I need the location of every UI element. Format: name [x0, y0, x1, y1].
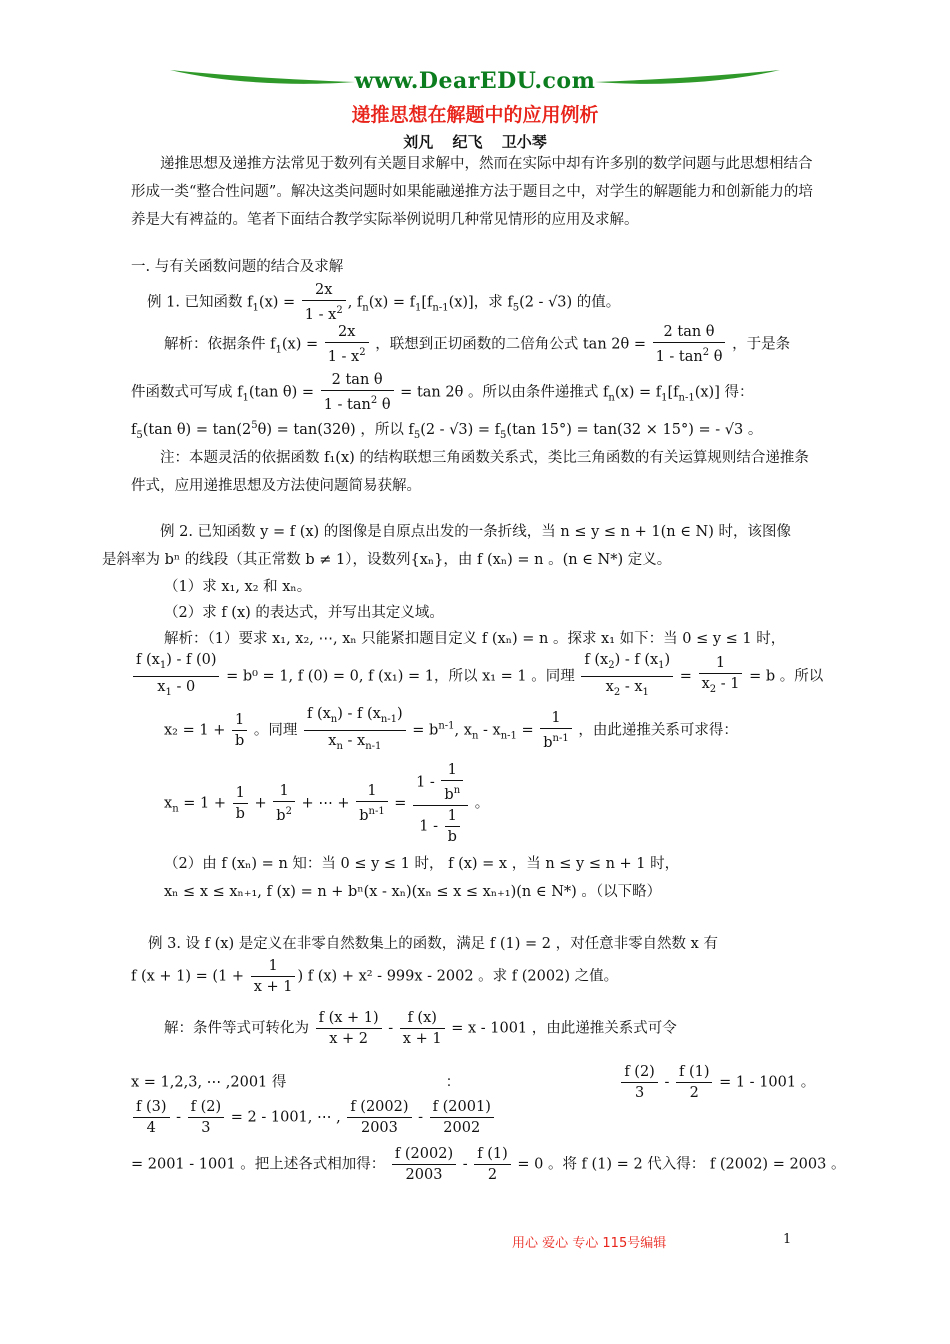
ex1-line3-end: 得： [724, 384, 754, 401]
ex3-line4-end: = 0 。将 f (1) = 2 代入得： f (2002) = 2003 。 [517, 1156, 846, 1173]
example-1-solution-line1: 解析：依据条件 $f_1(x)$ = $\frac{2x}{1 - x^2}$ ，联想到正切函数的二倍角公式 tan 2θ = $\frac{\text{2 tan θ}}{1 - \tan^2 \theta}$ ，于是条 [164, 324, 791, 365]
ex1-solution-mid: ，联想到正切函数的二倍角公式 [375, 336, 579, 353]
ex2-line2-mid: = b⁰ = 1, f (0) = 0, f (x₁) = 1，所以 x₁ = 1 。同理 [226, 668, 575, 685]
ex1-line4-mid: ，所以 [360, 422, 404, 438]
article-title: 递推思想在解题中的应用例析 [351, 104, 599, 126]
example-3-question-line1: 例 3. 设 f (x) 是定义在非零自然数集上的函数，满足 f (1) = 2 ，对任意非零自然数 x 有 [148, 936, 718, 952]
example-2-part1: （1）求 x₁, x₂ 和 xₙ。 [164, 579, 312, 595]
ex1-line3-prefix: 件函数式可写成 [131, 384, 233, 401]
example-2-solution-line5: （2）由 f (xₙ) = n 知：当 0 ≤ y ≤ 1 时， f (x) = x ，当 n ≤ y ≤ n + 1 时， [164, 856, 680, 872]
site-url: www.DearEDU.com [354, 68, 596, 94]
example-2-solution-line6: xₙ ≤ x ≤ xₙ₊₁, f (x) = n + bⁿ(x - xₙ)(xₙ ≤ x ≤ xₙ₊₁)(n ∈ N*) 。（以下略） [164, 884, 662, 900]
example-1-question: 例 1. 已知函数 $f_1(x)$ = $\frac{2x}{1 - x^2}$ , $f_n(x) = f_1[f_{n-1}(x)]$，求 $f_5(2 - √3)$ 的值。 [147, 282, 621, 323]
article-authors: 刘凡 纪飞 卫小琴 [403, 133, 547, 151]
ex3-line3-mid: = 2 - 1001, ⋯ , [230, 1109, 341, 1126]
example-2-solution-line3: x₂ = 1 + $\frac{1}{b}$ 。同理 $\frac{f (x_n) - f (x_{n-1})}{x_n - x_{n-1}}$ = $b^{n-1}$, $x_n - x_{n-1}$ = $\frac{1}{b^{n-1}}$ ，由此递推关系可求得： [164, 706, 738, 752]
ex2-question-line2: 是斜率为 bⁿ 的线段（其正常数 b ≠ 1），设数列{xₙ}，由 f (xₙ) = n 。(n ∈ N*) 定义。 [102, 552, 672, 568]
example-2-solution-line1: 解析：（1）要求 x₁, x₂, ⋯, xₙ 只能紧扣题目定义 f (xₙ) = n 。探求 x₁ 如下：当 0 ≤ y ≤ 1 时， [164, 631, 786, 647]
ex3-question-end: f (x) + x² - 999x - 2002 。求 f (2002) 之值。 [307, 968, 619, 985]
example-2-solution-line2: $\frac{f (x_1) - f (0)}{x_1 - 0}$ = b⁰ = 1, f (0) = 0, f (x₁) = 1，所以 x₁ = 1 。同理 $\frac{f (x_2) - f (x_1)}{x_2 - x_1}$ = $\frac{1}{x_2 - 1}$ = b 。所以 [131, 650, 823, 703]
example-1-solution-line3: $f_5(\tan$ $\theta) = \tan(2^5\theta) = \tan(32\theta)$ ，所以 $f_5(2 - √3) = f_5(\tan$ 15°) = tan(32 × 15°) = - √3 。 [131, 420, 763, 441]
ex1-solution-label: 解析：依据条件 [164, 336, 266, 353]
example-3-solution-line1: 解：条件等式可转化为 $\frac{f (x + 1)}{x + 2}$ - $\frac{f (x)}{x + 1}$ = x - 1001 ，由此递推关系式可令 [164, 1010, 677, 1047]
ex3-solution-end: = x - 1001 ，由此递推关系式可令 [451, 1020, 677, 1037]
site-logo [170, 64, 780, 100]
example-3-solution-line2: x = 1,2,3, ⋯ ,2001 得 ： $\frac{f (2)}{3}$ - $\frac{f (1)}{2}$ = 1 - 1001 。 [131, 1064, 816, 1101]
ex2-question-line1: 例 2. 已知函数 y = f (x) 的图像是自原点出发的一条折线，当 n ≤ y ≤ n + 1(n ∈ N) 时，该图像 [160, 524, 792, 540]
ex2-line3-prefix: x₂ = 1 + [164, 722, 226, 739]
ex3-line2-text: x = 1,2,3, ⋯ ,2001 得 [131, 1074, 287, 1091]
ex3-line4-prefix: = 2001 - 1001 。把上述各式相加得： [131, 1156, 386, 1173]
ex3-line2-colon: ： [445, 1074, 461, 1091]
ex2-line3-end: ，由此递推关系可求得： [578, 722, 738, 739]
example-2-part2: （2）求 f (x) 的表达式，并写出其定义域。 [164, 605, 444, 621]
example-1-note: 注：本题灵活的依据函数 f₁(x) 的结构联想三角函数关系式，类比三角函数的有关运算规则结合递推条件式，应用递推思想及方法使问题简易获解。 [131, 450, 809, 494]
ex3-line2-end: = 1 - 1001 。 [719, 1074, 816, 1091]
ex2-line2-end: = b 。所以 [749, 668, 824, 685]
ex3-solution-prefix: 解：条件等式可转化为 [164, 1020, 309, 1037]
example-1-solution-line2: 件函数式可写成 $f_1(\tan$ θ) = $\frac{\text{2 tan θ}}{1 - \tan^2 \theta}$ = tan 2θ 。所以由条件递推式 $f_n(x) = f_1[f_{n-1}(x)]$ 得： [131, 372, 754, 413]
page-number: 1 [783, 1232, 792, 1247]
section-heading: 一. 与有关函数问题的结合及求解 [131, 259, 344, 275]
example-3-question-line2: f (x + 1) = (1 + $\frac{1}{x + 1}$ ) f (x) + x² - 999x - 2002 。求 f (2002) 之值。 [131, 958, 619, 995]
intro-paragraph: 递推思想及递推方法常见于数列有关题目求解中，然而在实际中却有许多别的数学问题与此思想相结合形成一类“整合性问题”。解决这类问题时如果能融递推方法于题目之中，对学生的解题能力和创新能力的培养是大有裨益的。笔者下面结合教学实际举例说明几种常见情形的应用及求解。 [131, 156, 813, 228]
example-3-solution-line3: $\frac{f (3)}{4}$ - $\frac{f (2)}{3}$ = 2 - 1001, ⋯ , $\frac{f (2002)}{2003}$ - $\frac{f (2001)}{2002}$ [131, 1097, 496, 1138]
footer-slogan: 用心 爱心 专心 115号编辑 [512, 1236, 667, 1251]
ex2-line3-mid: 。同理 [253, 722, 298, 739]
example-2-solution-line4: $x_n = 1$ + $\frac{1}{b}$ + $\frac{1}{b^2}$ + ⋯ + $\frac{1}{b^{n-1}}$ = 1 - $\frac{1}{b^n}$ 1 - $\frac{1}{b}$ 。 [164, 762, 490, 845]
ex1-solution-end: ，于是条 [732, 336, 791, 353]
example-3-solution-line4: = 2001 - 1001 。把上述各式相加得： $\frac{f (2002)}{2003}$ - $\frac{f (1)}{2}$ = 0 。将 f (1) = 2 代入得： f (2002) = 2003 。 [131, 1146, 846, 1183]
ex1-question-suffix: 的值。 [576, 294, 621, 311]
ex1-line3-mid: 。所以由条件递推式 [467, 384, 599, 401]
ex1-question-prefix: 例 1. 已知函数 [147, 294, 243, 311]
example-2-question [102, 518, 821, 574]
